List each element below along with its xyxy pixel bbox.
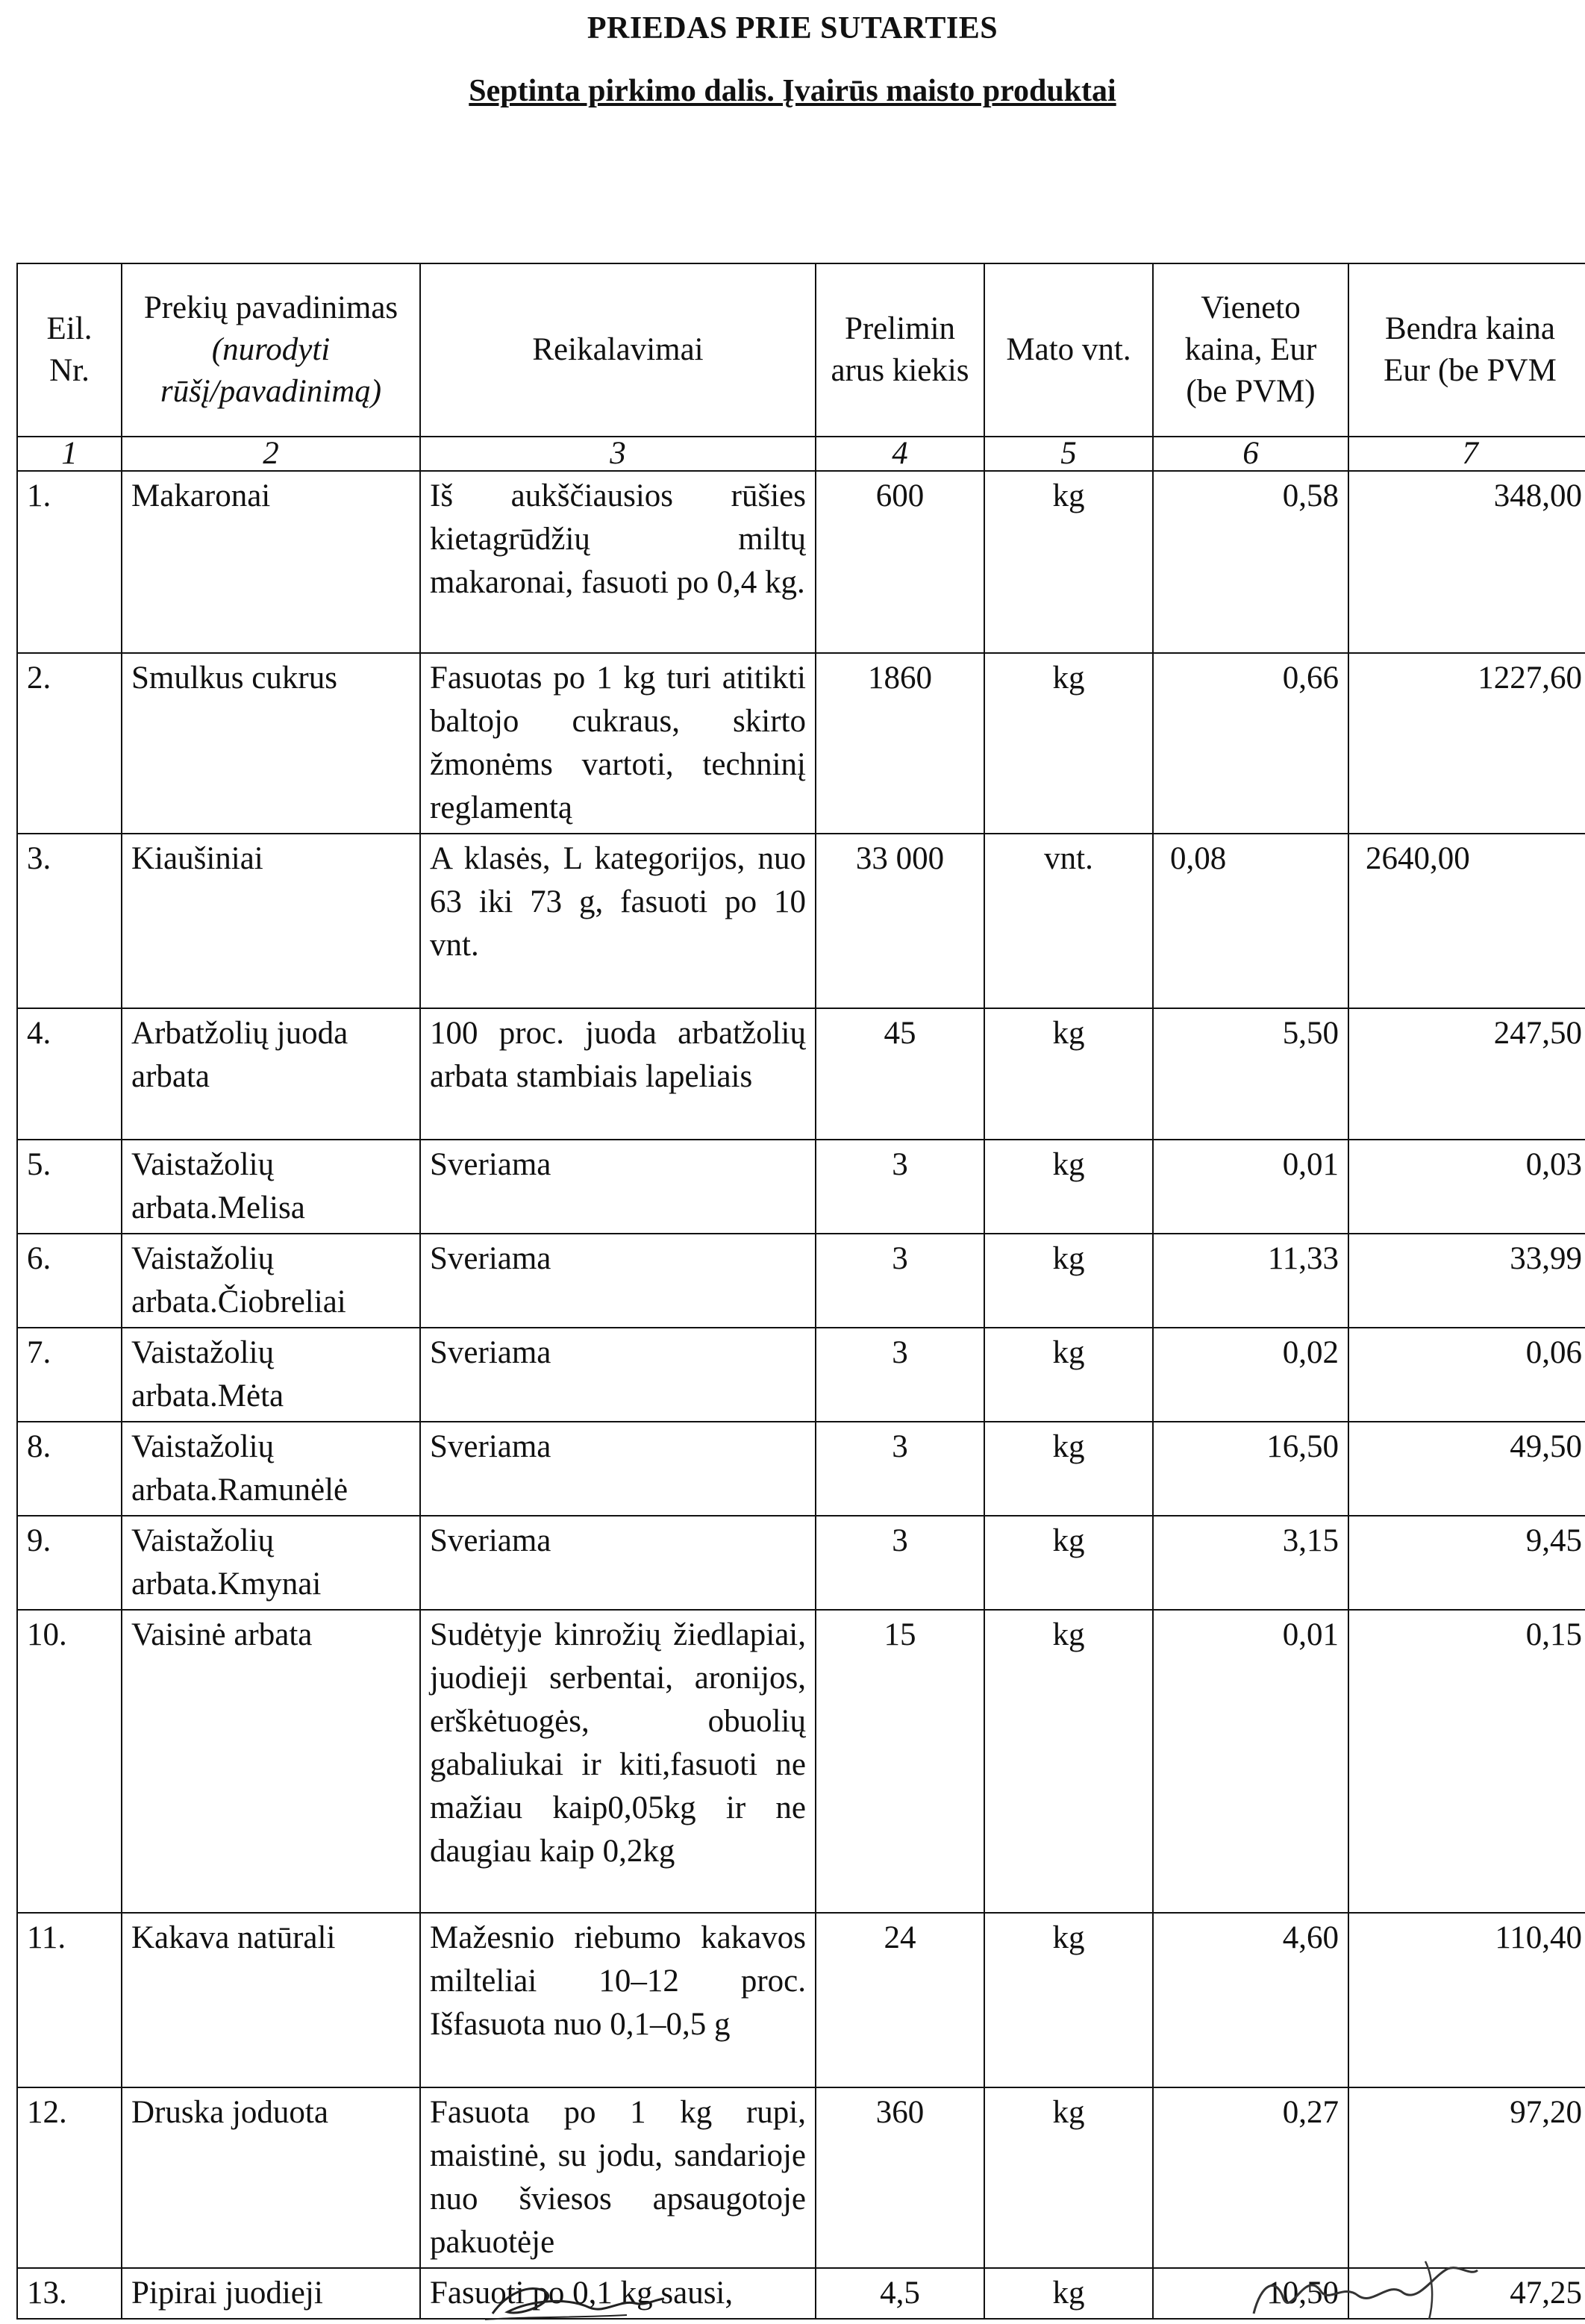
row-number: 4. [17, 1008, 122, 1140]
product-name: Kiaušiniai [122, 834, 420, 1008]
product-name: Makaronai [122, 471, 420, 653]
table-header-row [17, 263, 1585, 437]
product-total-price: 247,50 [1348, 1008, 1585, 1140]
product-unit: kg [984, 1610, 1153, 1913]
column-number: 4 [816, 437, 984, 471]
product-total-price: 2640,00 [1348, 834, 1585, 1008]
product-total-price: 110,40 [1348, 1913, 1585, 2087]
product-unit-price: 11,33 [1153, 1234, 1348, 1328]
product-quantity: 360 [816, 2087, 984, 2268]
product-requirements: Iš aukščiausios rūšies kietagrūdžių miltų makaronai, fasuoti po 0,4 kg. [420, 471, 816, 653]
product-quantity: 3 [816, 1422, 984, 1516]
row-number: 5. [17, 1140, 122, 1234]
product-unit-price: 0,66 [1153, 653, 1348, 834]
product-total-price: 9,45 [1348, 1516, 1585, 1610]
product-unit: kg [984, 471, 1153, 653]
row-number: 9. [17, 1516, 122, 1610]
product-quantity: 3 [816, 1516, 984, 1610]
table-row [17, 834, 1585, 1008]
product-quantity: 4,5 [816, 2268, 984, 2319]
product-unit: kg [984, 1234, 1153, 1328]
table-row [17, 1328, 1585, 1422]
signature-right-icon [1239, 2254, 1492, 2324]
table-row [17, 1516, 1585, 1610]
column-number: 3 [420, 437, 816, 471]
product-unit-price: 10,50 [1153, 2268, 1348, 2319]
product-name: Vaistažolių arbata.Melisa [122, 1140, 420, 1234]
header-name [122, 263, 420, 437]
product-name: Vaisinė arbata [122, 1610, 420, 1913]
table-row [17, 653, 1585, 834]
row-number: 12. [17, 2087, 122, 2268]
product-unit: kg [984, 2087, 1153, 2268]
product-name: Vaistažolių arbata.Čiobreliai [122, 1234, 420, 1328]
table-row [17, 1610, 1585, 1913]
document-title: PRIEDAS PRIE SUTARTIES [587, 11, 998, 46]
row-number: 11. [17, 1913, 122, 2087]
product-requirements: Sudėtyje kinrožių žiedlapiai, juodieji serbentai, aronijos, erškėtuogės, obuolių gabaliukai ir kiti,fasuoti ne mažiau kaip0,05kg ir ne daugiau kaip 0,2kg [420, 1610, 816, 1913]
product-unit: kg [984, 2268, 1153, 2319]
product-unit: kg [984, 1008, 1153, 1140]
product-unit-price: 5,50 [1153, 1008, 1348, 1140]
product-requirements: Sveriama [420, 1234, 816, 1328]
products-table [16, 263, 1585, 2320]
product-requirements: Sveriama [420, 1422, 816, 1516]
product-quantity: 3 [816, 1328, 984, 1422]
table-row [17, 1234, 1585, 1328]
product-total-price: 0,15 [1348, 1610, 1585, 1913]
table-row [17, 1913, 1585, 2087]
product-total-price: 0,06 [1348, 1328, 1585, 1422]
product-requirements: Sveriama [420, 1140, 816, 1234]
row-number: 10. [17, 1610, 122, 1913]
product-name: Pipirai juodieji [122, 2268, 420, 2319]
product-quantity: 3 [816, 1140, 984, 1234]
product-unit: kg [984, 1328, 1153, 1422]
product-total-price: 0,03 [1348, 1140, 1585, 1234]
product-name: Kakava natūrali [122, 1913, 420, 2087]
product-requirements: Fasuota po 1 kg rupi, maistinė, su jodu, sandarioje nuo šviesos apsaugotoje pakuotėje [420, 2087, 816, 2268]
column-number: 5 [984, 437, 1153, 471]
product-unit-price: 0,27 [1153, 2087, 1348, 2268]
row-number: 1. [17, 471, 122, 653]
product-quantity: 600 [816, 471, 984, 653]
header-name-note: (nurodyti rūšį/pavadinimą) [160, 332, 382, 409]
product-unit-price: 0,01 [1153, 1140, 1348, 1234]
column-number: 7 [1348, 437, 1585, 471]
product-unit: kg [984, 1422, 1153, 1516]
product-quantity: 15 [816, 1610, 984, 1913]
row-number: 13. [17, 2268, 122, 2319]
product-name: Vaistažolių arbata.Kmynai [122, 1516, 420, 1610]
product-unit-price: 0,08 [1153, 834, 1348, 1008]
product-total-price: 1227,60 [1348, 653, 1585, 834]
product-unit-price: 0,02 [1153, 1328, 1348, 1422]
product-unit: vnt. [984, 834, 1153, 1008]
product-unit-price: 4,60 [1153, 1913, 1348, 2087]
product-unit: kg [984, 1913, 1153, 2087]
document-subtitle: Septinta pirkimo dalis. Įvairūs maisto produktai [469, 74, 1116, 108]
table-row [17, 1008, 1585, 1140]
product-name: Vaistažolių arbata.Mėta [122, 1328, 420, 1422]
product-quantity: 33 000 [816, 834, 984, 1008]
product-unit: kg [984, 653, 1153, 834]
product-unit: kg [984, 1516, 1153, 1610]
row-number: 8. [17, 1422, 122, 1516]
table-row [17, 1422, 1585, 1516]
table-row [17, 471, 1585, 653]
row-number: 2. [17, 653, 122, 834]
product-total-price: 348,00 [1348, 471, 1585, 653]
header-unit-price: Vieneto kaina, Eur (be PVM) [1153, 263, 1348, 437]
column-number: 6 [1153, 437, 1348, 471]
header-unit: Mato vnt. [984, 263, 1153, 437]
product-requirements: Mažesnio riebumo kakavos milteliai 10–12 proc. Išfasuota nuo 0,1–0,5 g [420, 1913, 816, 2087]
row-number: 7. [17, 1328, 122, 1422]
header-total-price: Bendra kaina Eur (be PVM [1348, 263, 1585, 437]
product-quantity: 3 [816, 1234, 984, 1328]
product-name: Smulkus cukrus [122, 653, 420, 834]
product-name: Arbatžolių juoda arbata [122, 1008, 420, 1140]
product-name: Vaistažolių arbata.Ramunėlė [122, 1422, 420, 1516]
product-requirements: A klasės, L kategorijos, nuo 63 iki 73 g, fasuoti po 10 vnt. [420, 834, 816, 1008]
signature-left-icon [478, 2278, 672, 2324]
product-unit-price: 16,50 [1153, 1422, 1348, 1516]
product-unit-price: 3,15 [1153, 1516, 1348, 1610]
product-requirements: Fasuoti po 0,1 kg sausi, [420, 2268, 816, 2319]
column-number: 2 [122, 437, 420, 471]
product-requirements: 100 proc. juoda arbatžolių arbata stambiais lapeliais [420, 1008, 816, 1140]
product-quantity: 1860 [816, 653, 984, 834]
product-requirements: Sveriama [420, 1328, 816, 1422]
row-number: 3. [17, 834, 122, 1008]
product-unit-price: 0,58 [1153, 471, 1348, 653]
product-requirements: Fasuotas po 1 kg turi atitikti baltojo cukraus, skirto žmonėms vartoti, techninį reglamentą [420, 653, 816, 834]
column-number-row [17, 437, 1585, 471]
product-quantity: 24 [816, 1913, 984, 2087]
row-number: 6. [17, 1234, 122, 1328]
product-quantity: 45 [816, 1008, 984, 1140]
product-unit: kg [984, 1140, 1153, 1234]
product-requirements: Sveriama [420, 1516, 816, 1610]
header-nr: Eil. Nr. [17, 263, 122, 437]
header-name-main: Prekių pavadinimas [143, 290, 398, 325]
product-name: Druska joduota [122, 2087, 420, 2268]
header-quantity: Prelimin arus kiekis [816, 263, 984, 437]
product-total-price: 97,20 [1348, 2087, 1585, 2268]
product-total-price: 47,25 [1348, 2268, 1585, 2319]
table-row [17, 2087, 1585, 2268]
product-unit-price: 0,01 [1153, 1610, 1348, 1913]
product-total-price: 49,50 [1348, 1422, 1585, 1516]
product-total-price: 33,99 [1348, 1234, 1585, 1328]
column-number: 1 [17, 437, 122, 471]
table-row [17, 1140, 1585, 1234]
header-requirements: Reikalavimai [420, 263, 816, 437]
